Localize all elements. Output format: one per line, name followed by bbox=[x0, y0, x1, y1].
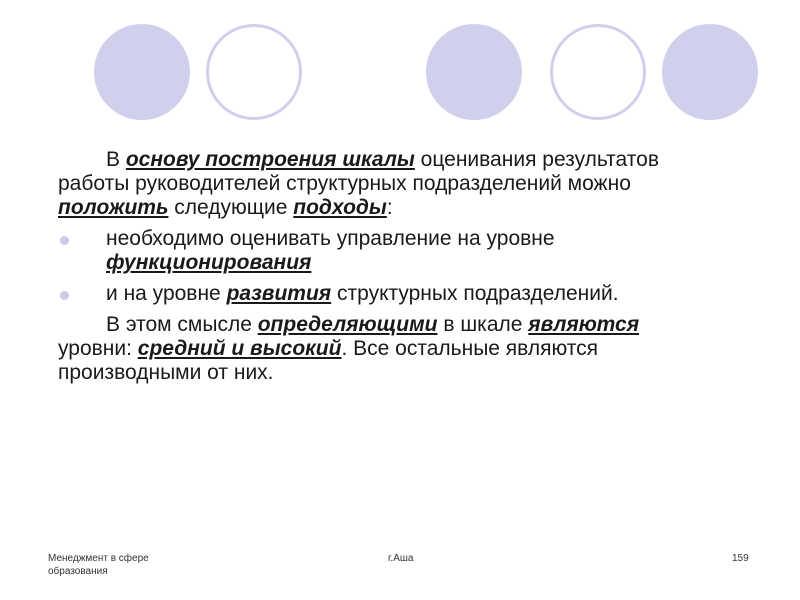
emphasis-text: функционирования bbox=[106, 251, 312, 274]
decorative-circle-outline bbox=[550, 24, 646, 120]
emphasis-text: основу построения шкалы bbox=[125, 148, 415, 171]
footer-location: г.Аша bbox=[388, 553, 414, 564]
emphasis-text: развития bbox=[226, 282, 332, 305]
emphasis-text: положить bbox=[58, 196, 169, 219]
emphasis-text: являются bbox=[528, 313, 640, 336]
emphasis-text: определяющими bbox=[257, 313, 438, 336]
slide-body bbox=[58, 148, 698, 385]
bullet-dot-icon bbox=[60, 236, 69, 245]
decorative-circle-outline bbox=[206, 24, 302, 120]
list-item: и на уровне развития структурных подразделений. bbox=[58, 282, 698, 306]
decorative-circle-filled bbox=[662, 24, 758, 120]
conclusion-paragraph: В этом смысле определяющими в шкале являются уровни: средний и высокий. Все остальные являются производными от них. bbox=[58, 313, 640, 384]
emphasis-text: подходы bbox=[293, 196, 387, 219]
intro-paragraph: В основу построения шкалы оценивания результатов работы руководителей структурных подразделений можно положить следующие подходы: bbox=[58, 148, 659, 219]
page-number: 159 bbox=[732, 553, 749, 564]
approach-list bbox=[58, 227, 698, 306]
list-item: необходимо оценивать управление на уровне функционирования bbox=[58, 227, 698, 275]
emphasis-text: средний и высокий bbox=[137, 337, 342, 360]
bullet-dot-icon bbox=[60, 291, 69, 300]
footer-course-title: Менеджмент в сфере образования bbox=[48, 553, 149, 577]
decorative-circle-filled bbox=[94, 24, 190, 120]
decorative-circle-filled bbox=[426, 24, 522, 120]
